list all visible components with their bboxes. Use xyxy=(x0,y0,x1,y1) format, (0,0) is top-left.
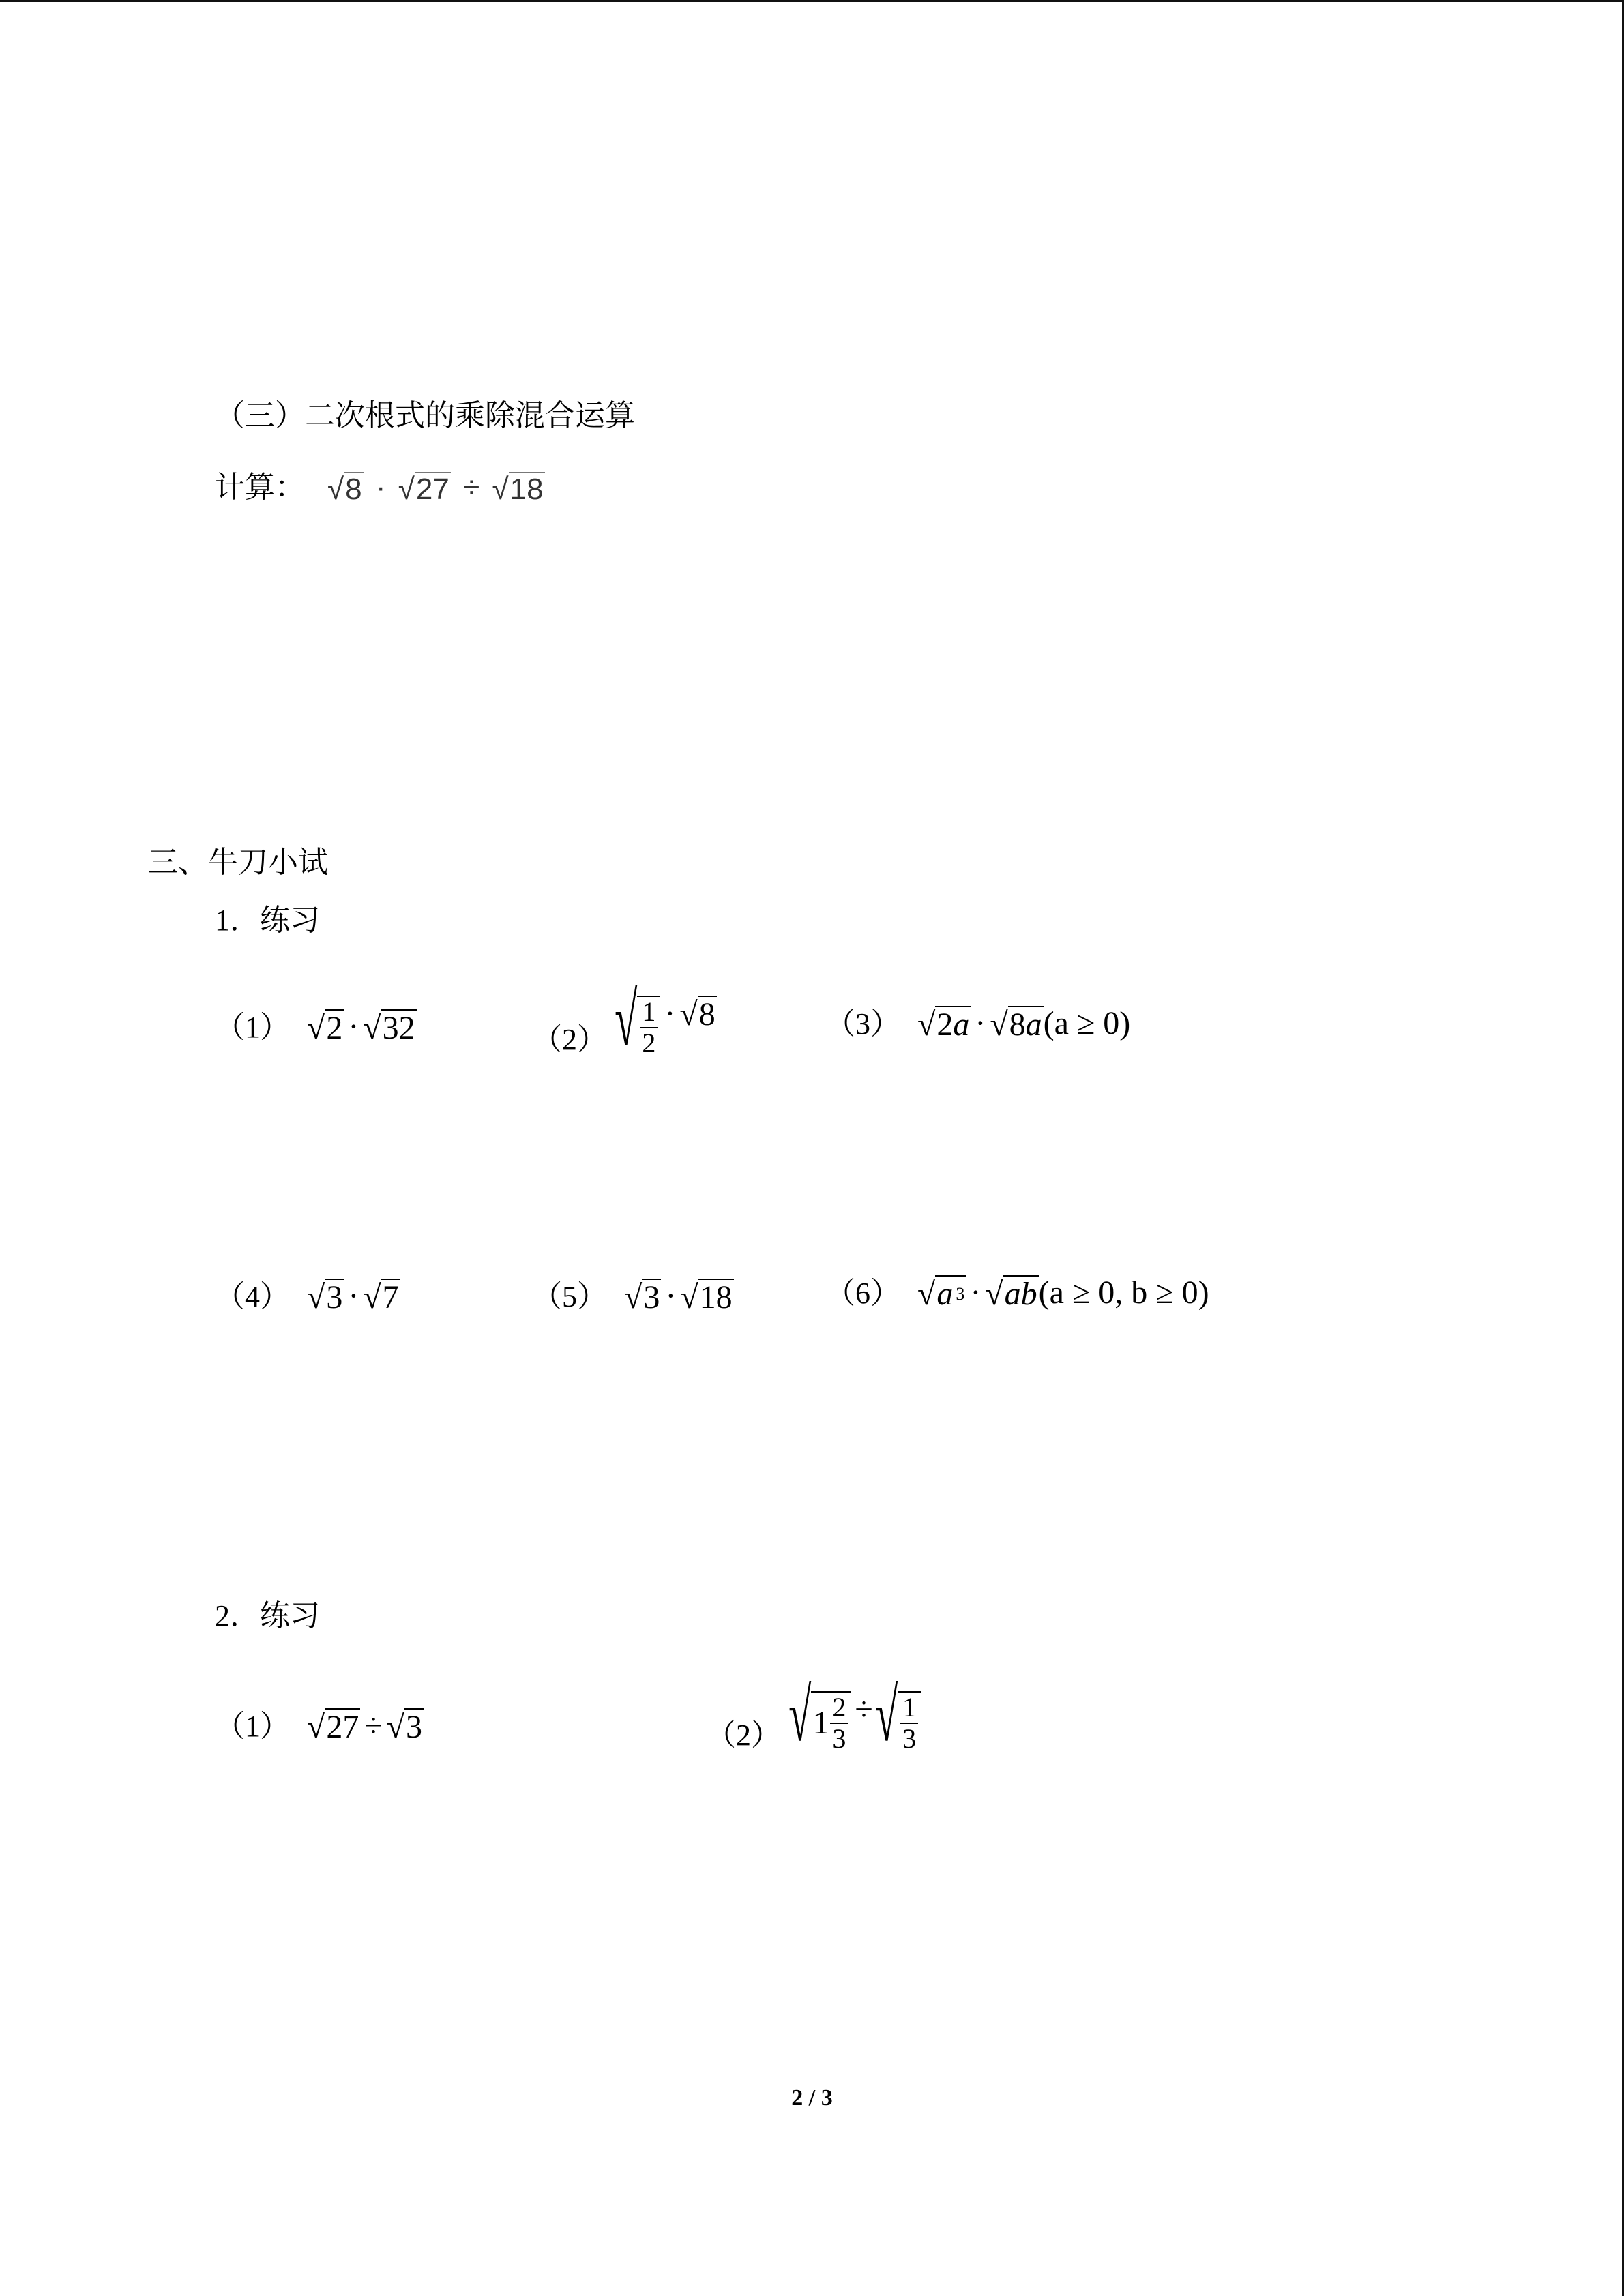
section-heading-text: （三）二次根式的乘除混合运算 xyxy=(215,399,635,432)
calc-label: 计算： xyxy=(215,471,305,504)
item-label: （1） xyxy=(215,1011,290,1044)
item-label: （2） xyxy=(532,1023,607,1056)
item-label: （4） xyxy=(215,1280,290,1313)
radical: √ 18 xyxy=(492,473,544,506)
item-label: （6） xyxy=(825,1277,900,1310)
part-heading-text: 三、牛刀小试 xyxy=(148,846,328,879)
condition: (a ≥ 0) xyxy=(1043,1005,1131,1041)
exercise-1-item-1 xyxy=(215,1009,417,1045)
part-heading xyxy=(148,846,328,880)
exercise-1-item-3 xyxy=(825,1006,1130,1041)
item-expression: √ 2 · √ 32 xyxy=(307,1009,415,1046)
exercise-1-title xyxy=(215,904,320,938)
item-expression: √ $\frac{1}{2}$ · √ 8 xyxy=(615,978,715,1061)
calc-problem xyxy=(215,471,545,505)
radical: √ 27 xyxy=(398,473,449,506)
exercise-2-title xyxy=(215,1599,320,1633)
section-heading xyxy=(215,399,635,433)
exercise-1-item-5 xyxy=(532,1279,734,1314)
exercise-1-item-6 xyxy=(825,1275,1209,1311)
item-label: （5） xyxy=(532,1280,607,1313)
item-expression: √ 3 · √ 18 xyxy=(624,1278,733,1315)
condition: (a ≥ 0, b ≥ 0) xyxy=(1038,1274,1209,1311)
item-label: （3） xyxy=(825,1007,900,1041)
exercise-2-item-2 xyxy=(706,1657,921,1757)
exercise-2-title-text: 2．练习 xyxy=(215,1599,320,1632)
calc-expression: √ 8 · √ 27 ÷ √ 18 xyxy=(327,471,544,506)
item-expression: √ 2 a · √ 8 a (a ≥ 0) xyxy=(917,1005,1131,1043)
radical: √ 8 xyxy=(327,473,362,506)
item-label: （2） xyxy=(706,1718,781,1752)
item-expression: √ 3 · √ 7 xyxy=(307,1278,399,1315)
item-expression: √ a 3 · √ ab (a ≥ 0, b ≥ 0) xyxy=(917,1274,1209,1312)
exercise-1-item-2 xyxy=(532,961,717,1061)
page-top-border xyxy=(0,0,1624,2)
exercise-1-title-text: 1．练习 xyxy=(215,904,320,937)
exercise-1-item-4 xyxy=(215,1279,400,1314)
item-label: （1） xyxy=(215,1710,290,1743)
item-expression: √ 1 $\frac{2}{3}$ ÷ √ $\frac{1}{3}$ xyxy=(791,1678,921,1753)
exercise-2-item-1 xyxy=(215,1708,424,1744)
item-expression: √ 27 ÷ √ 3 xyxy=(307,1708,423,1745)
page-number: 2 / 3 xyxy=(791,2085,833,2111)
